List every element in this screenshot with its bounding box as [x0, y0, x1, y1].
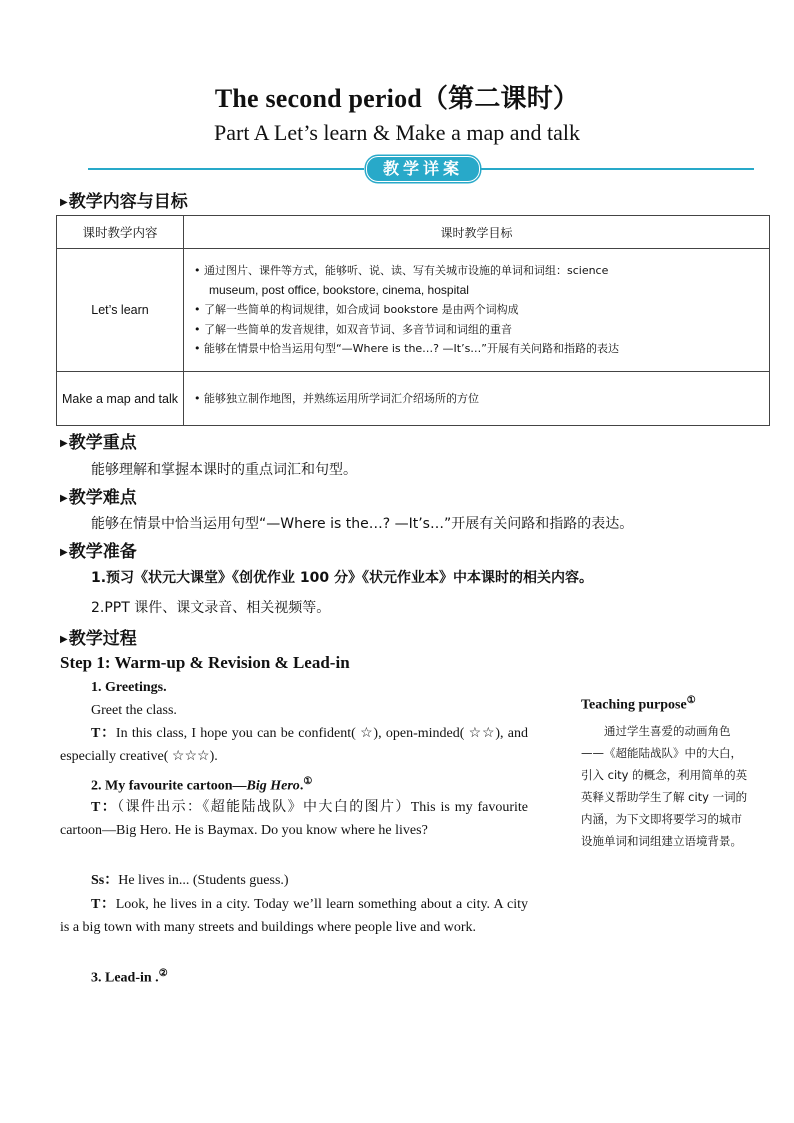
- banner-line-right: [480, 168, 754, 170]
- key-points-text: 能够理解和掌握本课时的重点词汇和句型。: [91, 462, 357, 478]
- section-heading-key-points: ▶教学重点: [60, 433, 137, 453]
- goal-item: museum, post office, bookstore, cinema, hospital: [209, 282, 469, 297]
- triangle-bullet-icon: ▶: [60, 634, 68, 645]
- page-subtitle: Part A Let’s learn & Make a map and talk: [214, 120, 580, 145]
- table-header-cell: 课时教学内容: [57, 216, 184, 249]
- section-banner: [88, 156, 754, 182]
- triangle-bullet-icon: ▶: [60, 493, 68, 504]
- leadin-heading: 3. Lead-in .②: [91, 968, 168, 986]
- table-cell-content: Let’s learn: [57, 249, 184, 372]
- cartoon-heading: 2. My favourite cartoon—Big Hero.①: [91, 776, 313, 794]
- table-cell-goals: [184, 249, 770, 372]
- preparation-item-1: 1.预习《状元大课堂》《创优作业 100 分》《状元作业本》中本课时的相关内容。: [91, 570, 594, 586]
- table-cell-content: Make a map and talk: [57, 372, 184, 426]
- triangle-bullet-icon: ▶: [60, 438, 68, 449]
- triangle-bullet-icon: ▶: [60, 547, 68, 558]
- students-line: Ss：He lives in... (Students guess.): [91, 873, 289, 888]
- section-heading-difficulties: ▶教学难点: [60, 488, 137, 508]
- section-heading-preparation: ▶教学准备: [60, 542, 137, 562]
- sidebar-title: Teaching purpose①: [581, 695, 696, 713]
- goal-item: • 了解一些简单的构词规律，如合成词 bookstore 是由两个词构成: [194, 303, 519, 317]
- sidebar-text: 通过学生喜爱的动画角色——《超能陆战队》中的大白，引入 city 的概念，利用简单的英英释义帮助学生了解 city 一词的内涵，为下文即将要学习的城市设施单词和词组建立语境背景。: [581, 724, 748, 848]
- section-heading-content-goals: ▶教学内容与目标: [60, 192, 188, 212]
- difficulties-text: 能够在情景中恰当运用句型“—Where is the…? —It’s…”开展有关问路和指路的表达。: [91, 516, 634, 532]
- banner-badge: 教学详案: [366, 156, 480, 182]
- table-cell-goals: [184, 372, 770, 426]
- step-heading: Step 1: Warm-up & Revision & Lead-in: [60, 653, 350, 672]
- table-header-row: [57, 216, 770, 249]
- goal-item: • 能够在情景中恰当运用句型“—Where is the…? —It’s…”开展有关问路和指路的表达: [194, 342, 619, 356]
- table-header-cell: 课时教学目标: [184, 216, 770, 249]
- preparation-item-2: 2.PPT 课件、课文录音、相关视频等。: [91, 600, 331, 616]
- page-title: The second period（第二课时）: [214, 84, 580, 113]
- teacher-line-2: T：（课件出示：《超能陆战队》中大白的图片）This is my favourite cartoon—Big Hero. He is Baymax. Do you know where he lives?: [60, 800, 528, 838]
- section-heading-process: ▶教学过程: [60, 629, 137, 649]
- table-row: [57, 249, 770, 372]
- goal-item: • 通过图片、课件等方式，能够听、说、读、写有关城市设施的单词和词组：science: [194, 264, 609, 278]
- triangle-bullet-icon: ▶: [60, 197, 68, 208]
- goals-table: [56, 215, 770, 426]
- greetings-heading: 1. Greetings.: [91, 680, 167, 695]
- goal-item: • 了解一些简单的发音规律，如双音节词、多音节词和词组的重音: [194, 322, 512, 336]
- banner-line-left: [88, 168, 364, 170]
- goal-item: • 能够独立制作地图，并熟练运用所学词汇介绍场所的方位: [194, 391, 479, 405]
- teacher-line-3: T：Look, he lives in a city. Today we’ll learn something about a city. A city is a big town with many streets and buildings where people live and work.: [60, 897, 529, 935]
- table-row: [57, 372, 770, 426]
- teacher-line-1: T：In this class, I hope you can be confident( ☆), open-minded( ☆☆), and especially creative( ☆☆☆).: [60, 726, 528, 764]
- greet-text: Greet the class.: [91, 703, 177, 718]
